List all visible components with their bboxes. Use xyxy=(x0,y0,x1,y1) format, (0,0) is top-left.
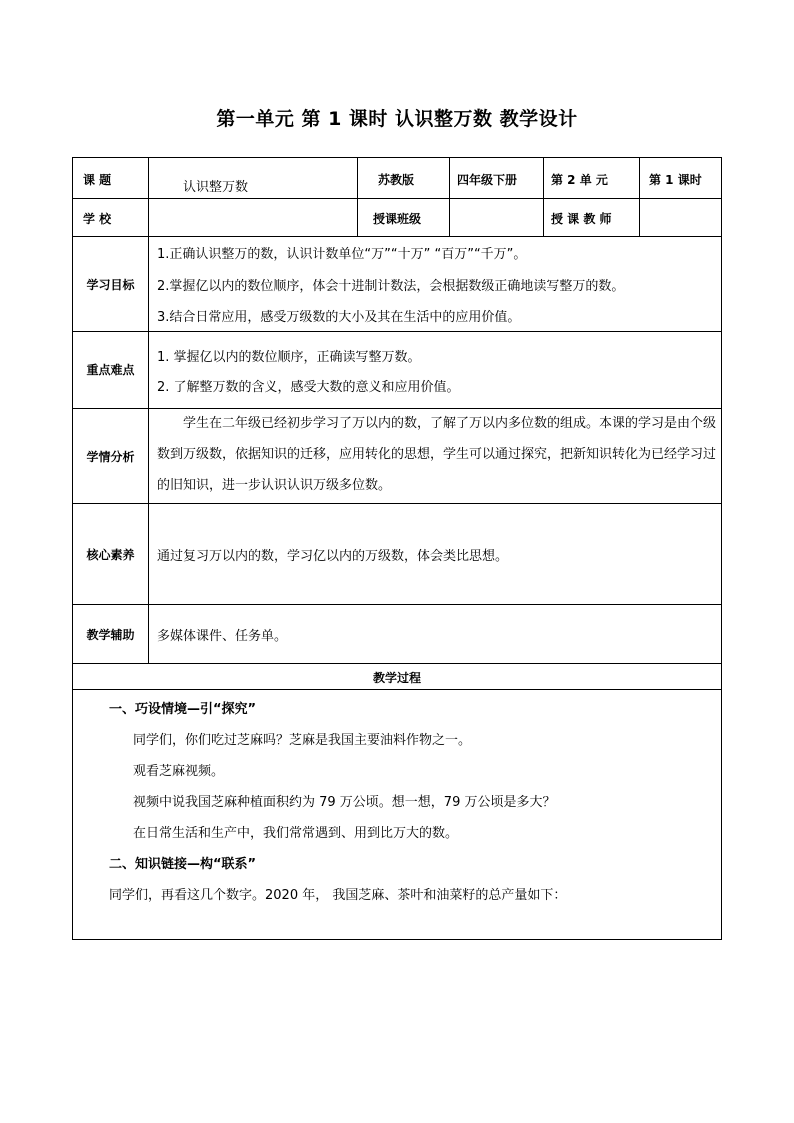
goals-label: 学习目标 xyxy=(86,278,135,292)
row-divider xyxy=(73,236,721,237)
column-divider xyxy=(148,158,149,663)
column-divider xyxy=(543,158,544,236)
literacy-text: 通过复习万以内的数，学习亿以内的万级数，体会类比思想。 xyxy=(157,549,509,564)
column-divider xyxy=(449,158,450,236)
goal-item: 2.掌握亿以内的数位顺序，体会十进制计数法，会根据数级正确地读写整万的数。 xyxy=(157,279,625,294)
aids-label: 教学辅助 xyxy=(86,628,135,642)
lesson-number: 第 1 课时 xyxy=(649,173,702,187)
publisher: 苏教版 xyxy=(378,173,415,187)
topic-value: 认识整万数 xyxy=(183,180,249,195)
column-divider xyxy=(639,158,640,236)
goal-item: 3.结合日常应用，感受万级数的大小及其在生活中的应用价值。 xyxy=(157,310,521,325)
section-1-line: 视频中说我国芝麻种植面积约为 79 万公顷。想一想，79 万公顷是多大？ xyxy=(133,795,556,810)
section-2-title: 二、知识链接—构“联系” xyxy=(109,857,257,872)
section-2-line: 同学们，再看这几个数字。2020 年， 我国芝麻、茶叶和油菜籽的总产量如下： xyxy=(109,888,567,903)
lesson-plan-table xyxy=(72,157,722,940)
row-divider xyxy=(73,503,721,504)
literacy-label: 核心素养 xyxy=(86,548,135,562)
school-label: 学 校 xyxy=(83,212,112,226)
row-divider xyxy=(73,663,721,664)
aids-text: 多媒体课件、任务单。 xyxy=(157,629,288,644)
column-divider xyxy=(357,158,358,236)
class-label: 授课班级 xyxy=(373,212,422,226)
analysis-text: 学生在二年级已经初步学习了万以内的数，了解了万以内多位数的组成。本课的学习是由个级数到万级数，依据知识的迁移，应用转化的思想，学生可以通过探究，把新知识转化为已经学习过的旧知识，进一步认识认识万级多位数。 xyxy=(157,416,717,493)
section-1-line: 在日常生活和生产中，我们常常遇到、用到比万大的数。 xyxy=(133,826,459,841)
key-point-item: 2. 了解整万数的含义，感受大数的意义和应用价值。 xyxy=(157,380,460,395)
goal-item: 1.正确认识整万的数，认识计数单位“万”“十万” “百万”“千万”。 xyxy=(157,247,527,262)
process-label: 教学过程 xyxy=(372,671,421,685)
teacher-label: 授 课 教 师 xyxy=(551,212,612,226)
grade: 四年级下册 xyxy=(457,173,518,187)
row-divider xyxy=(73,604,721,605)
row-divider xyxy=(73,689,721,690)
topic-label: 课 题 xyxy=(83,173,112,187)
page-title: 第一单元 第 1 课时 认识整万数 教学设计 xyxy=(216,108,578,130)
analysis-label: 学情分析 xyxy=(86,450,135,464)
key-points-label: 重点难点 xyxy=(86,363,135,377)
row-divider xyxy=(73,331,721,332)
row-divider xyxy=(73,198,721,199)
section-1-line: 观看芝麻视频。 xyxy=(133,764,225,779)
section-1-title: 一、巧设情境—引“探究” xyxy=(109,702,257,717)
section-1-line: 同学们，你们吃过芝麻吗？芝麻是我国主要油料作物之一。 xyxy=(133,733,472,748)
unit: 第 2 单 元 xyxy=(551,173,608,187)
key-point-item: 1. 掌握亿以内的数位顺序，正确读写整万数。 xyxy=(157,350,421,365)
